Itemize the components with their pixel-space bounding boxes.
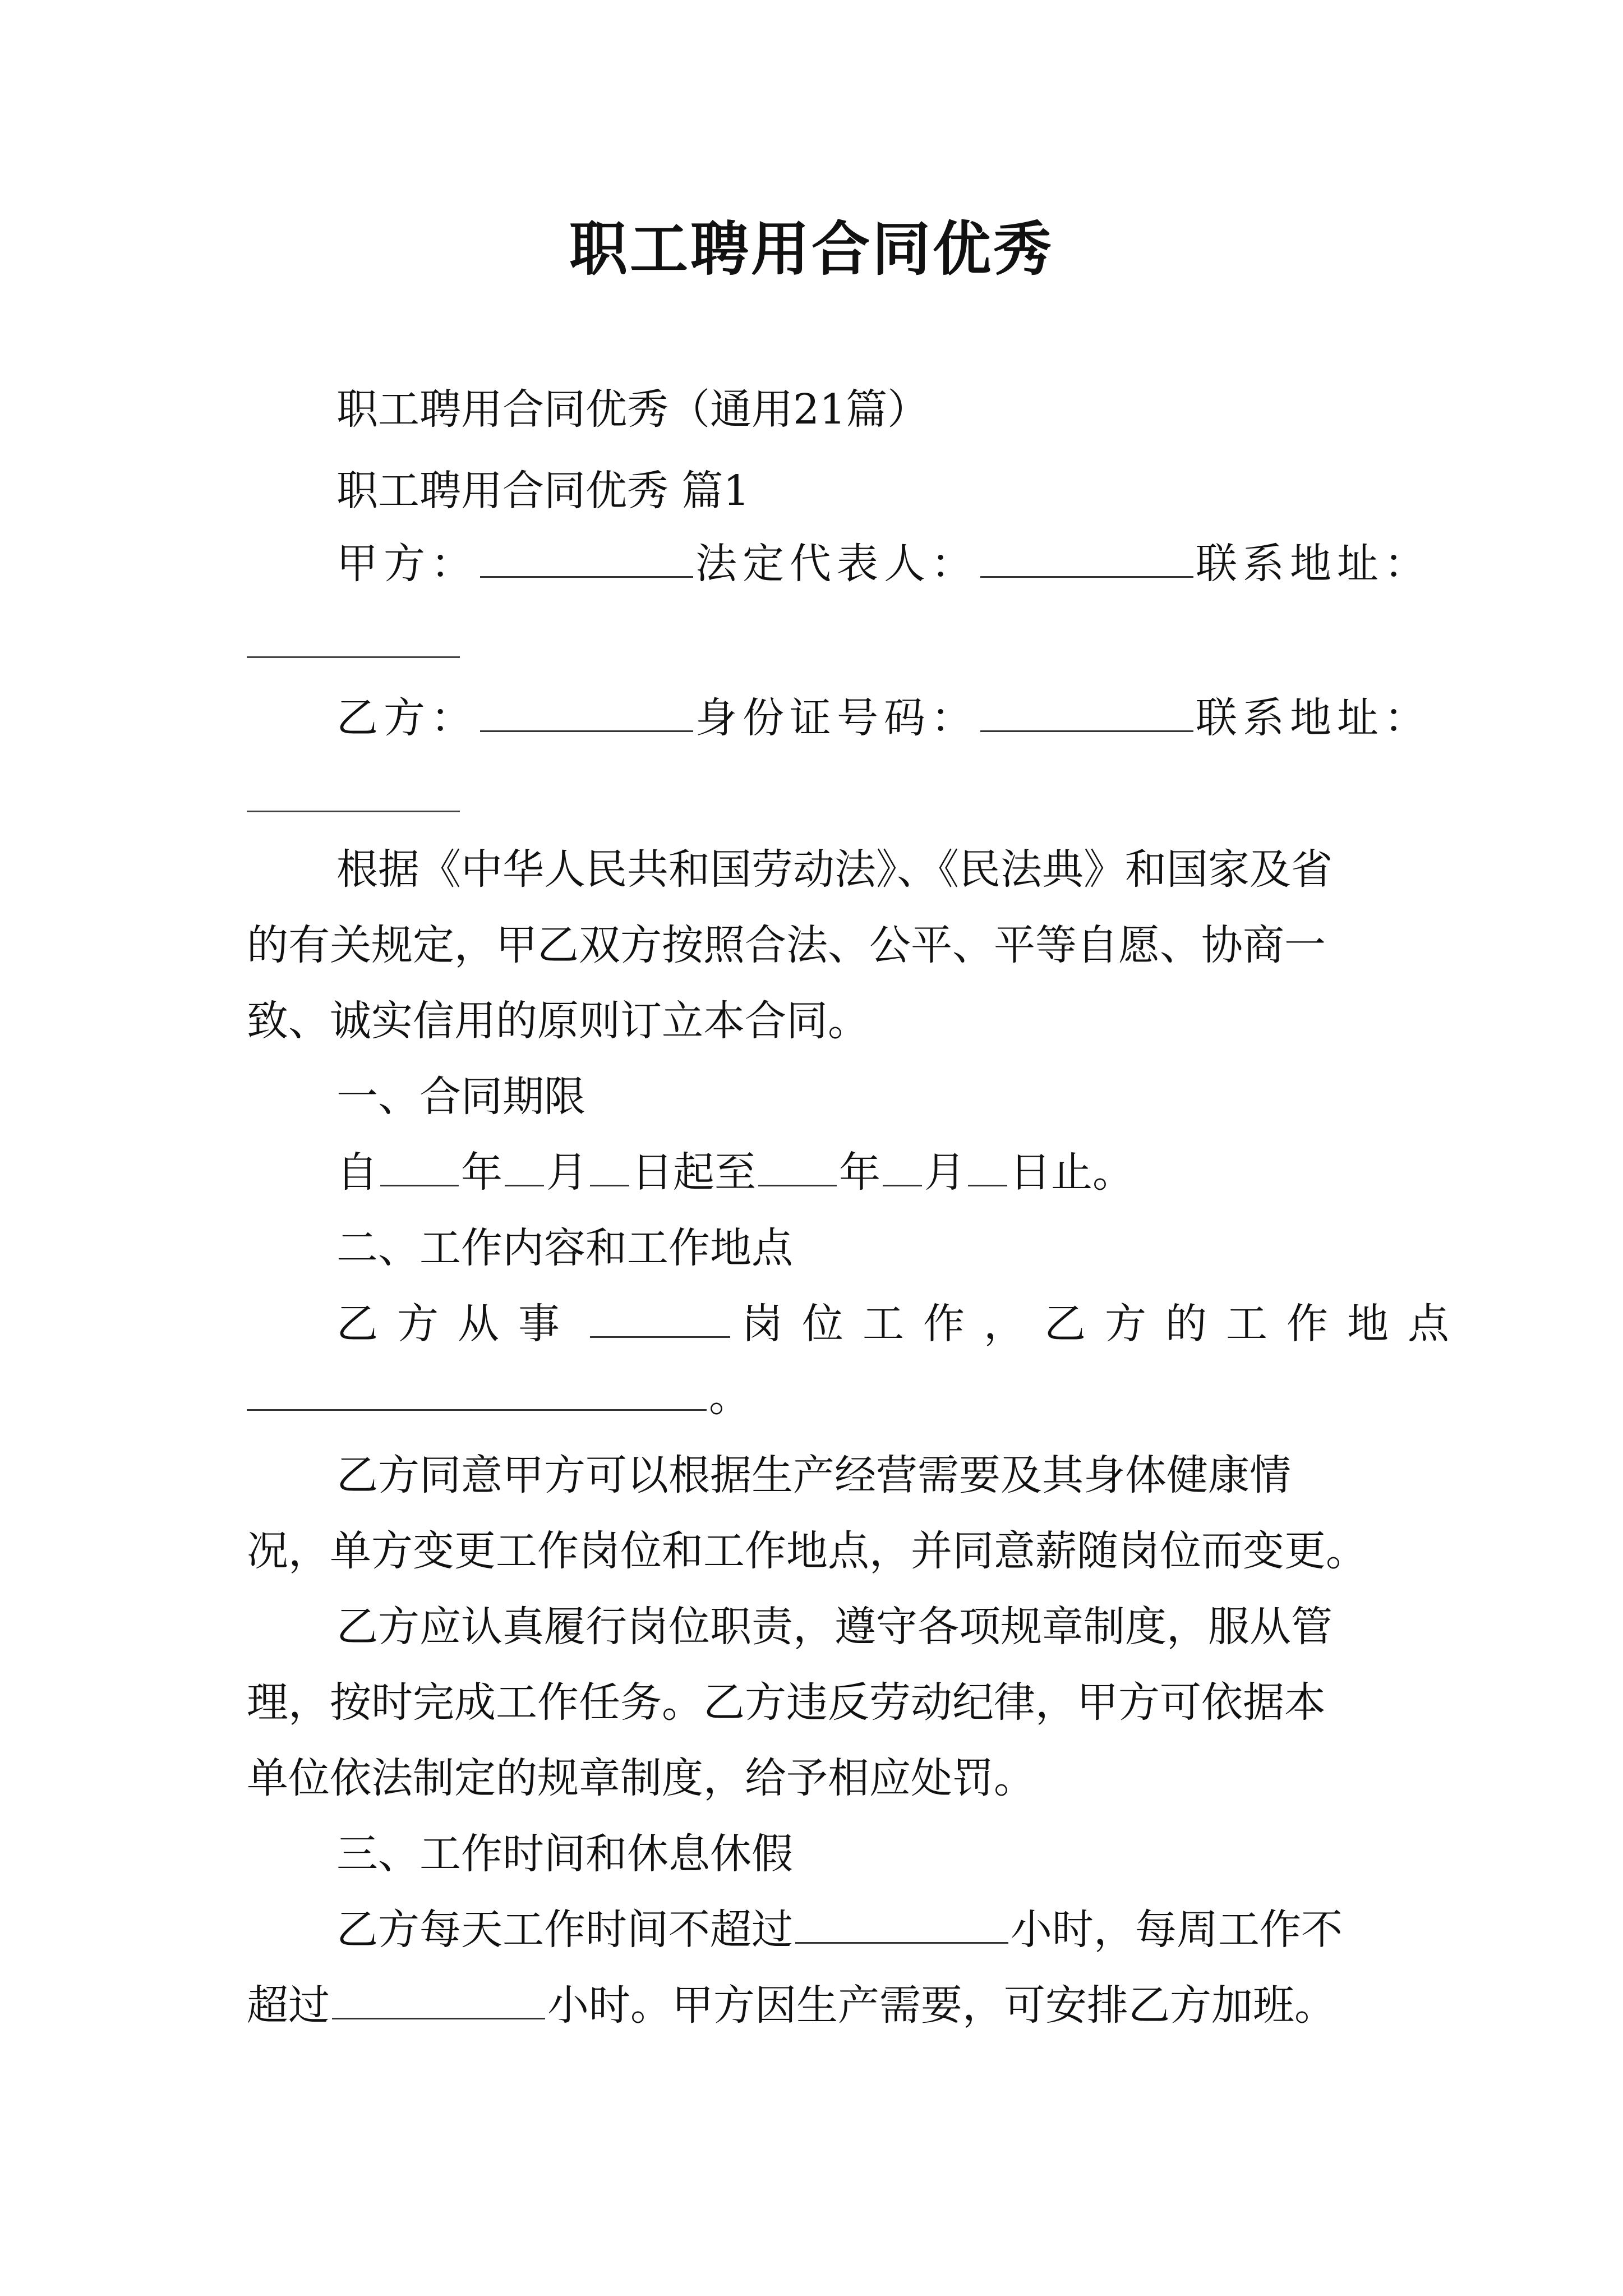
s2-p1-end: 。 bbox=[709, 1373, 750, 1421]
party-a-label: 甲方： bbox=[336, 540, 478, 588]
s3-p2-b: 小时。甲方因生产需要，可安排乙方加班。 bbox=[547, 1981, 1336, 2030]
party-a-blank bbox=[480, 537, 693, 578]
s2-p1-line bbox=[336, 1296, 1468, 1352]
s3-p1-b: 小时，每周工作不 bbox=[1011, 1906, 1343, 1954]
end-year-blank bbox=[758, 1145, 837, 1186]
s3-p2-line bbox=[247, 1977, 1391, 2033]
party-b-id-blank bbox=[980, 691, 1193, 732]
party-a-rep-blank bbox=[980, 537, 1193, 578]
s2-p2-line-1: 乙方同意甲方可以根据生产经营需要及其身体健康情 bbox=[336, 1451, 1291, 1499]
s2-heading: 二、工作内容和工作地点 bbox=[336, 1224, 793, 1272]
party-b-label: 乙方： bbox=[336, 694, 478, 742]
s2-p1-b: 岗位工作，乙方的工作地点 bbox=[741, 1300, 1468, 1348]
party-a-addr-label: 联系地址： bbox=[1196, 540, 1431, 588]
s3-p1-a: 乙方每天工作时间不超过 bbox=[336, 1906, 793, 1954]
intro-line-3: 致、诚实信用的原则订立本合同。 bbox=[247, 997, 869, 1045]
term-year: 年 bbox=[461, 1148, 502, 1197]
document-subtitle: 职工聘用合同优秀（通用21篇） bbox=[336, 385, 929, 434]
party-b-addr-label: 联系地址： bbox=[1196, 694, 1431, 742]
term-day-end: 日止。 bbox=[1009, 1148, 1134, 1197]
s1-term-line bbox=[336, 1144, 1391, 1200]
daily-hours-blank bbox=[795, 1903, 1008, 1944]
post-blank bbox=[590, 1297, 730, 1338]
term-day-start: 日起至 bbox=[631, 1148, 756, 1197]
term-from: 自 bbox=[336, 1148, 378, 1197]
document-title: 职工聘用合同优秀 bbox=[569, 214, 1054, 283]
end-month-blank bbox=[883, 1145, 922, 1186]
s2-p1-a: 乙方从事 bbox=[336, 1300, 579, 1348]
s3-p1-line bbox=[336, 1902, 1391, 1958]
section-heading: 职工聘用合同优秀 篇1 bbox=[336, 467, 750, 515]
term-year-2: 年 bbox=[839, 1148, 880, 1197]
party-b-id-label: 身份证号码： bbox=[695, 694, 978, 742]
intro-line-1: 根据《中华人民共和国劳动法》、《民法典》和国家及省 bbox=[336, 845, 1332, 894]
s2-p3-line-1: 乙方应认真履行岗位职责，遵守各项规章制度，服从管 bbox=[336, 1603, 1332, 1651]
party-a-line bbox=[336, 536, 1431, 592]
weekly-hours-blank bbox=[332, 1978, 545, 2019]
s3-heading: 三、工作时间和休息休假 bbox=[336, 1830, 793, 1878]
start-month-blank bbox=[505, 1145, 544, 1186]
intro-line-2: 的有关规定，甲乙双方按照合法、公平、平等自愿、协商一 bbox=[247, 921, 1326, 969]
party-b-blank bbox=[480, 691, 693, 732]
party-a-addr-blank bbox=[247, 656, 460, 658]
s2-p1-line-2 bbox=[247, 1369, 1391, 1425]
term-month: 月 bbox=[546, 1148, 588, 1197]
party-b-line bbox=[336, 690, 1431, 746]
party-b-addr-blank bbox=[247, 811, 460, 812]
s3-p2-a: 超过 bbox=[247, 1981, 330, 2030]
s2-p3-line-2: 理，按时完成工作任务。乙方违反劳动纪律，甲方可依据本 bbox=[247, 1678, 1326, 1727]
s1-heading: 一、合同期限 bbox=[336, 1073, 585, 1121]
party-a-rep-label: 法定代表人： bbox=[695, 540, 978, 588]
start-year-blank bbox=[380, 1145, 459, 1186]
start-day-blank bbox=[590, 1145, 629, 1186]
s2-p3-line-3: 单位依法制定的规章制度，给予相应处罚。 bbox=[247, 1754, 1035, 1802]
s2-p2-line-2: 况，单方变更工作岗位和工作地点，并同意薪随岗位而变更。 bbox=[247, 1527, 1367, 1575]
term-month-2: 月 bbox=[924, 1148, 966, 1197]
workplace-blank bbox=[247, 1370, 707, 1411]
end-day-blank bbox=[968, 1145, 1007, 1186]
